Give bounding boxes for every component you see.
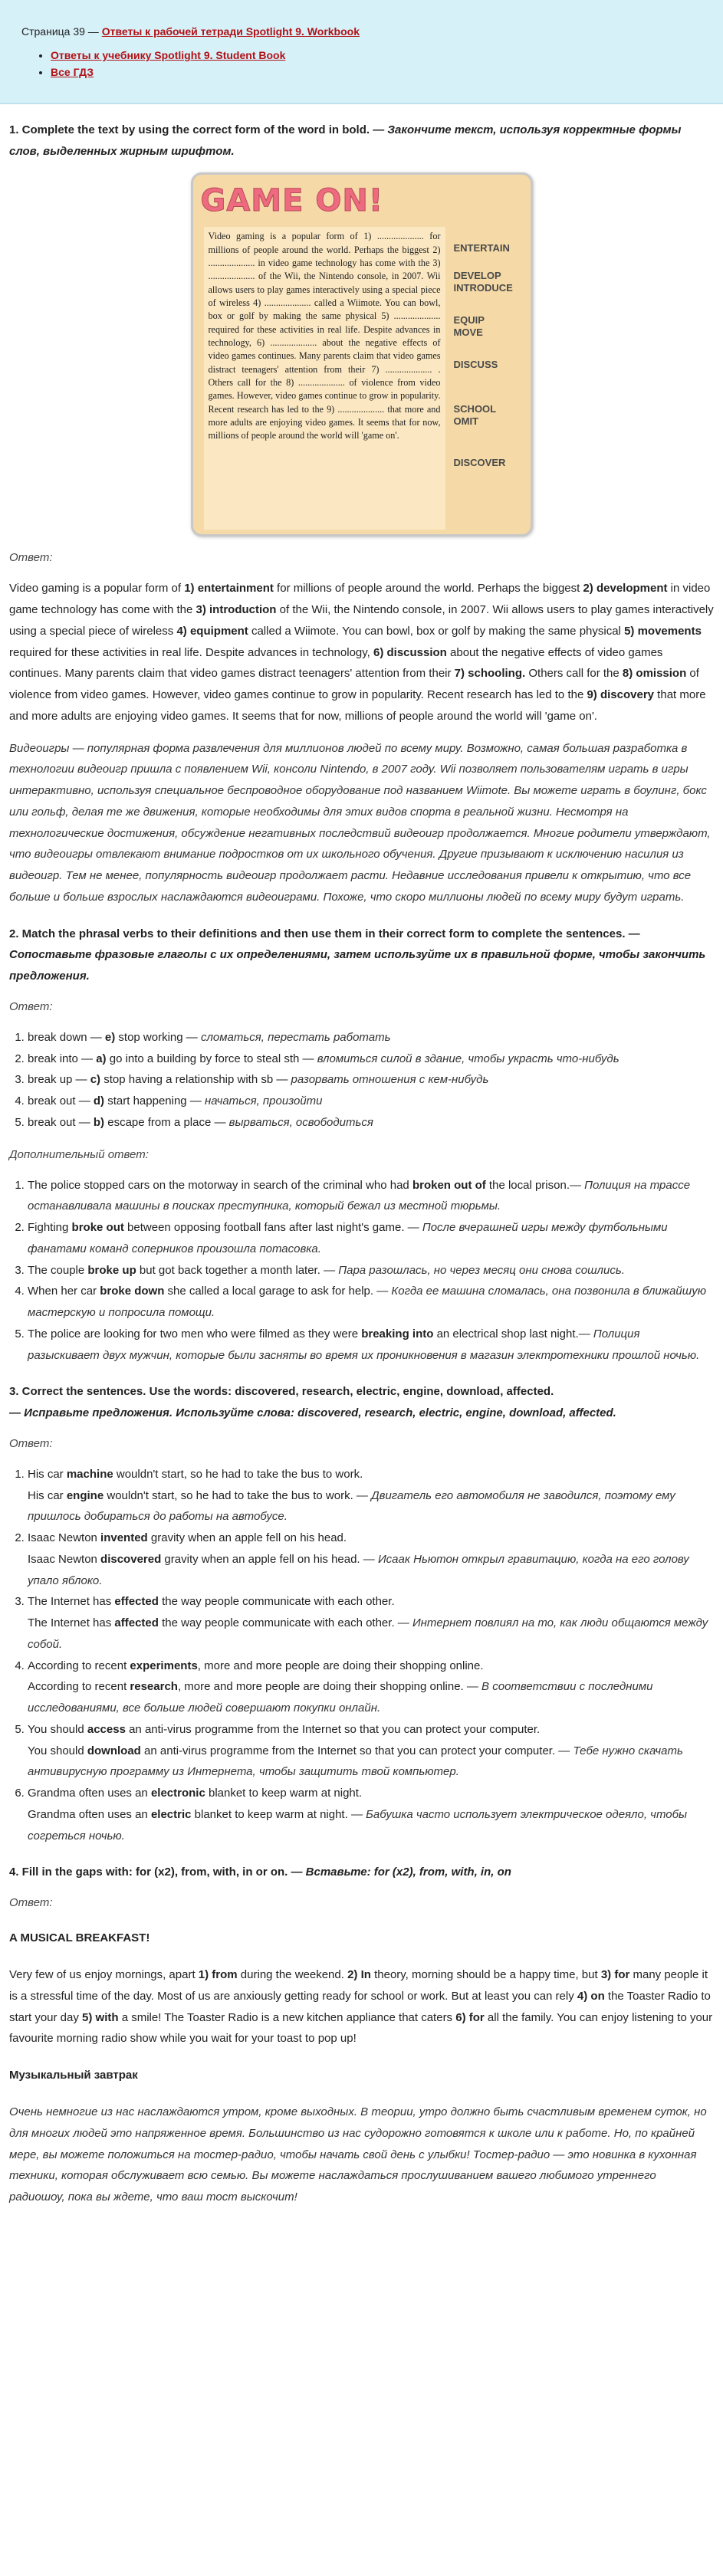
correct-word: affected	[114, 1616, 159, 1630]
workbook-link[interactable]: Ответы к рабочей тетради Spotlight 9. Workbook	[101, 25, 360, 38]
text-span: an electrical shop last night.	[433, 1327, 579, 1341]
correct-sentence	[28, 1549, 714, 1592]
wrong-sentence	[28, 1656, 714, 1677]
list-item	[28, 1069, 714, 1091]
correct-word: research	[130, 1680, 178, 1694]
phrasal-verb: break out —	[28, 1115, 94, 1129]
answer-word: 2) In	[347, 1968, 371, 1982]
answer-word: 3) for	[600, 1968, 630, 1982]
answer-word: 1) from	[198, 1968, 238, 1982]
correct-word: electric	[150, 1807, 192, 1821]
translation: — Полиция на трассе останавливала машины в поисках преступника, который бежал из местной тюрьмы.	[28, 1178, 691, 1213]
translation: — Интернет повлиял на то, как люди общаются между собой.	[28, 1616, 708, 1651]
wrong-sentence	[28, 1528, 714, 1549]
list-item	[28, 1281, 714, 1324]
text-span: blanket to keep warm at night.	[205, 1787, 363, 1800]
answer-word: 5) movements	[624, 624, 702, 638]
phrasal-verb: break down —	[28, 1030, 105, 1044]
book-title: GAME ON!	[200, 183, 384, 219]
answer-word: 4) equipment	[176, 624, 248, 638]
text-span: Isaac Newton	[28, 1531, 101, 1545]
text-span: all the family. You can enjoy listening to your favourite morning radio show while you wait for your toast to pop up!	[9, 2010, 713, 2046]
text-span: an anti-virus programme from the Internet so that you can protect your computer.	[125, 1722, 541, 1736]
answer-word: 1) entertainment	[184, 582, 274, 596]
text-span: the local prison.	[485, 1178, 570, 1192]
student-book-link[interactable]: Ответы к учебнику Spotlight 9. Student Book	[51, 49, 286, 62]
definition: escape from a place —	[104, 1115, 229, 1129]
text-span: an anti-virus programme from the Internet so that you can protect your computer.	[140, 1744, 559, 1757]
wrong-sentence	[28, 1464, 714, 1485]
extra-answer-label: Дополнительный ответ:	[9, 1147, 149, 1161]
list-item	[28, 1217, 714, 1260]
list-item	[28, 1464, 714, 1528]
task-3-heading	[9, 1381, 714, 1424]
correct-sentence	[28, 1804, 714, 1847]
answer-word: 6) discussion	[373, 645, 447, 659]
translation: — Полиция разыскивает двух мужчин, которые были засняты во время их проникновения в магазин электротехники прошлой ночью.	[28, 1327, 700, 1362]
answer-word: broke up	[87, 1263, 136, 1277]
book-word: DISCOVER	[453, 457, 506, 469]
correct-sentence	[28, 1485, 714, 1528]
text-span: The police stopped cars on the motorway in search of the criminal who had	[28, 1178, 412, 1192]
wrong-sentence	[28, 1591, 714, 1613]
translation: — Когда ее машина сломалась, она позвонила в ближайшую мастерскую и попросила помощи.	[28, 1285, 706, 1320]
text-span: wouldn't start, so he had to take the bus to work.	[113, 1467, 363, 1481]
navigation-box	[0, 0, 723, 104]
answer-word: 5) with	[82, 2010, 119, 2024]
text-span: You should	[28, 1744, 87, 1757]
task-2-ru: Сопоставьте фразовые глаголы с их определениями, затем используйте их в правильной форме, чтобы закончить предложения.	[9, 948, 706, 983]
wrong-word: effected	[114, 1595, 159, 1609]
list-item	[28, 1027, 714, 1048]
text-span: You should	[28, 1722, 87, 1736]
translation: — В соответствии с последними исследованиями, все больше людей совершают покупки онлайн.	[28, 1680, 653, 1715]
list-item	[28, 1260, 714, 1281]
task-1-heading	[9, 120, 714, 162]
task-1-ru: Закончите текст, используя корректные формы слов, выделенных жирным шрифтом.	[9, 123, 682, 158]
answer-word: 9) discovery	[587, 688, 655, 702]
text-span: the Toaster Radio to start your day	[9, 1989, 711, 2024]
text-span: Video gaming is a popular form of	[9, 582, 185, 596]
text-span: gravity when an apple fell on his head.	[147, 1531, 347, 1545]
task-1-translation: Видеоигры — популярная форма развлечения для миллионов людей по всему миру. Возможно, самая большая разработка в технологии видеоигр пришла с появлением Wii, консоли Nintendo, в 2007 году. Wii позволяет пользователям играть в игры интерактивно, используя специальное беспроводное оборудование под названием Wiimote. Вы можете играть в боулинг, бокс или гольф, делая те же движения, которые необходимы для этих видов спорта в реальной жизни. Несмотря на технологические достижения, обсуждение негативных последствий видеоигр продолжается. Многие родители утверждают, что видеоигры отвлекают внимание подростков от их школьного обучения. Другие призывают к исключению насилия из видеоигр. Тем не менее, популярность видеоигр продолжает расти. Недавние исследования привели к открытию, что все больше и больше взрослых наслаждаются видеоиграми. Похоже, что скоро миллионы людей по всему миру будут играть.	[9, 741, 711, 904]
task-4-title-ru: Музыкальный завтрак	[9, 2069, 138, 2082]
text-span: but got back together a month later.	[136, 1263, 324, 1277]
answer-key: d)	[93, 1094, 105, 1108]
translation: сломаться, перестать работать	[200, 1030, 391, 1044]
translation: — Двигатель его автомобиля не заводился, поэтому ему пришлось добираться до работы на автобусе.	[28, 1488, 675, 1524]
text-span: required for these activities in real life. Despite advances in technology,	[9, 645, 373, 659]
text-span: she called a local garage to ask for help.	[164, 1285, 377, 1298]
text-span: during the weekend.	[237, 1968, 348, 1982]
task-4-ru: Вставьте: for (x2), from, with, in, on	[305, 1866, 511, 1879]
wrong-sentence	[28, 1719, 714, 1741]
answer-label: Ответ:	[9, 1436, 53, 1450]
book-word: OMIT	[453, 415, 478, 428]
text-span: wouldn't start, so he had to take the bus to work.	[104, 1488, 357, 1502]
definition: go into a building by force to steal sth —	[106, 1052, 317, 1065]
textbook-image-wrap	[9, 172, 714, 537]
text-span: The Internet has	[28, 1616, 115, 1630]
task-2-en: 2. Match the phrasal verbs to their definitions and then use them in their correct form to complete the sentences. —	[9, 927, 640, 940]
correct-sentence	[28, 1676, 714, 1719]
book-word: DEVELOP	[453, 270, 501, 282]
text-span: Isaac Newton	[28, 1552, 101, 1566]
all-gdz-link[interactable]: Все ГДЗ	[51, 66, 94, 79]
list-item	[28, 1783, 714, 1846]
text-span: , more and more people are doing their shopping online.	[177, 1680, 467, 1694]
book-word: DISCUSS	[453, 359, 498, 371]
definition: stop working —	[115, 1030, 201, 1044]
answer-word: broke down	[100, 1285, 165, 1298]
text-span: about the negative effects of video games continues. Many parents claim that video games distract teenagers' attention from their	[9, 645, 663, 681]
task-3-en: 3. Correct the sentences. Use the words: discovered, research, electric, engine, download, affected.	[9, 1385, 554, 1399]
text-span: many people it is a stressful time of the day. Most of us are anxiously getting ready for school or work. But at least you can rely	[9, 1968, 708, 2003]
list-item	[28, 1656, 714, 1719]
definition: stop having a relationship with sb —	[100, 1073, 291, 1087]
phrasal-verb: break up —	[28, 1073, 90, 1087]
text-span: The police are looking for two men who were filmed as they were	[28, 1327, 362, 1341]
text-span: The couple	[28, 1263, 88, 1277]
text-span: His car	[28, 1488, 67, 1502]
answer-key: c)	[90, 1073, 101, 1087]
task-1-answer	[9, 578, 714, 727]
task-2-heading	[9, 924, 714, 987]
answer-word: 2) development	[583, 582, 668, 596]
list-item	[28, 1091, 714, 1112]
page-line	[21, 23, 709, 40]
list-item	[51, 64, 709, 81]
phrasal-verb: break into —	[28, 1052, 97, 1065]
list-item	[28, 1048, 714, 1070]
task-2-answers	[9, 1027, 714, 1134]
text-span: Fighting	[28, 1221, 72, 1235]
text-span: The Internet has	[28, 1595, 115, 1609]
translation: вломиться силой в здание, чтобы украсть что-нибудь	[317, 1052, 619, 1065]
task-3-answers	[9, 1464, 714, 1847]
task-3-ru: — Исправьте предложения. Используйте слова: discovered, research, electric, engine, download, affected.	[9, 1406, 616, 1420]
translation: начаться, произойти	[204, 1094, 323, 1108]
translation: — Пара разошлась, но через месяц они снова сошлись.	[324, 1263, 625, 1277]
book-word: EQUIP	[453, 314, 485, 327]
answer-key: a)	[96, 1052, 107, 1065]
text-span: called a Wiimote. You can bowl, box or golf by making the same physical	[248, 624, 625, 638]
translation: — После вчерашней игры между футбольными фанатами команд соперников произошла потасовка.	[28, 1221, 668, 1255]
main-content	[0, 120, 723, 2208]
text-span: in video game technology has come with the	[9, 582, 711, 617]
answer-word: 7) schooling.	[454, 667, 526, 681]
answer-word: breaking into	[361, 1327, 434, 1341]
translation: — Исаак Ньютон открыл гравитацию, когда на его голову упало яблоко.	[28, 1552, 689, 1587]
answer-word: 3) introduction	[196, 603, 277, 617]
translation: — Бабушка часто использует электрическое одеяло, чтобы согреться ночью.	[28, 1807, 688, 1843]
links-list	[14, 48, 709, 80]
list-item	[28, 1719, 714, 1783]
list-item	[28, 1591, 714, 1655]
text-span: a smile! The Toaster Radio is a new kitchen appliance that caters	[118, 2010, 456, 2024]
definition: start happening —	[104, 1094, 205, 1108]
text-span: According to recent	[28, 1680, 130, 1694]
wrong-sentence	[28, 1783, 714, 1804]
wrong-word: access	[87, 1722, 126, 1736]
text-span: gravity when an apple fell on his head.	[161, 1552, 363, 1566]
answer-word: 4) on	[577, 1989, 605, 2003]
answer-key: b)	[93, 1115, 105, 1129]
task-4-title-en: A MUSICAL BREAKFAST!	[9, 1931, 150, 1945]
text-span: theory, morning should be a happy time, but	[370, 1968, 601, 1982]
wrong-word: electronic	[150, 1787, 205, 1800]
text-span: the way people communicate with each other.	[158, 1616, 398, 1630]
correct-word: engine	[66, 1488, 104, 1502]
answer-word: broke out	[71, 1221, 124, 1235]
list-item	[28, 1175, 714, 1218]
correct-sentence	[28, 1741, 714, 1784]
book-text: Video gaming is a popular form of 1) .................... for millions of people around the world. Perhaps the biggest 2) .................... in video game technology has come with the 3) .................... of the Wii, the Nintendo console, in 2007. Wii allows users to play games interactively using a special piece of wireless 4) .................... called a Wiimote. You can bowl, box or golf by making the same physical 5) .................... required for these activities in real life. Despite advances in technology, 6) .................... about the negative effects of video games continues. Many parents claim that video games distract teenagers' attention from their 7) .................... . Others call for the 8) .................... of violence from video games. However, video games continue to grow in popularity. Recent research has led to the 9) .................... that more and more adults are enjoying video games. It seems that for now, millions of people around the world will 'game on'.	[204, 227, 445, 530]
book-word: SCHOOL	[453, 403, 497, 415]
translation: — Тебе нужно скачать антивирусную программу из Интернета, чтобы защитить твой компьютер.	[28, 1744, 683, 1779]
task-4-heading	[9, 1862, 714, 1883]
text-span: for millions of people around the world. Perhaps the biggest	[273, 582, 583, 596]
book-word: INTRODUCE	[453, 282, 513, 294]
text-span: Grandma often uses an	[28, 1787, 151, 1800]
page-prefix: Страница 39 —	[21, 25, 102, 38]
text-span: that more and more adults are enjoying video games. It seems that for now, millions of people around the world will 'game on'.	[9, 688, 706, 723]
text-span: of the Wii, the Nintendo console, in 2007. Wii allows users to play games interactively using a special piece of wireless	[9, 603, 714, 638]
text-span: According to recent	[28, 1659, 130, 1672]
task-4-answer	[9, 1964, 714, 2049]
text-span: between opposing football fans after last night's game.	[123, 1221, 408, 1235]
task-4-en: 4. Fill in the gaps with: for (x2), from, with, in or on. —	[9, 1866, 306, 1879]
phrasal-verb: break out —	[28, 1094, 94, 1108]
text-span: Very few of us enjoy mornings, apart	[9, 1968, 199, 1982]
answer-label: Ответ:	[9, 1896, 53, 1910]
answer-key: e)	[104, 1030, 116, 1044]
textbook-image	[191, 172, 533, 537]
list-item	[28, 1324, 714, 1367]
answer-word: broken out of	[412, 1178, 486, 1192]
task-2-extra-answers	[9, 1175, 714, 1367]
answer-word: 8) omission	[622, 667, 687, 681]
answer-word: 6) for	[455, 2010, 485, 2024]
correct-word: download	[87, 1744, 141, 1757]
wrong-word: machine	[66, 1467, 113, 1481]
book-word: MOVE	[453, 327, 483, 339]
book-word: ENTERTAIN	[453, 242, 510, 254]
wrong-word: experiments	[130, 1659, 198, 1672]
text-span: blanket to keep warm at night.	[191, 1807, 351, 1821]
translation: разорвать отношения с кем-нибудь	[291, 1073, 489, 1087]
task-4-translation: Очень немногие из нас наслаждаются утром, кроме выходных. В теории, утро должно быть счастливым временем суток, но для многих людей это напряженное время. Большинство из нас судорожно готовятся к школе или к работе. Но, по крайней мере, вы можете положиться на тостер-радио, чтобы начать свой день с улыбки! Тостер-радио — это новинка в кухонная техники, которая обслуживает всю семью. Вы можете наслаждаться прослушиванием вашего любимого утреннего радиошоу, пока вы ждете, что ваш тост выскочит!	[9, 2105, 707, 2204]
list-item	[28, 1112, 714, 1134]
text-span: His car	[28, 1467, 67, 1481]
correct-word: discovered	[100, 1552, 162, 1566]
translation: вырваться, освободиться	[228, 1115, 373, 1129]
answer-label: Ответ:	[9, 999, 53, 1013]
text-span: , more and more people are doing their shopping online.	[197, 1659, 484, 1672]
correct-sentence	[28, 1613, 714, 1656]
answer-label: Ответ:	[9, 551, 53, 565]
list-item	[51, 48, 709, 64]
text-span: Grandma often uses an	[28, 1807, 151, 1821]
wrong-word: invented	[100, 1531, 148, 1545]
text-span: of violence from video games. However, video games continue to grow in popularity. Recent research has led to the	[9, 667, 699, 702]
list-item	[28, 1528, 714, 1591]
task-1-en: 1. Complete the text by using the correct form of the word in bold. —	[9, 123, 388, 136]
text-span: When her car	[28, 1285, 100, 1298]
text-span: Others call for the	[525, 667, 623, 681]
text-span: the way people communicate with each other.	[158, 1595, 395, 1609]
